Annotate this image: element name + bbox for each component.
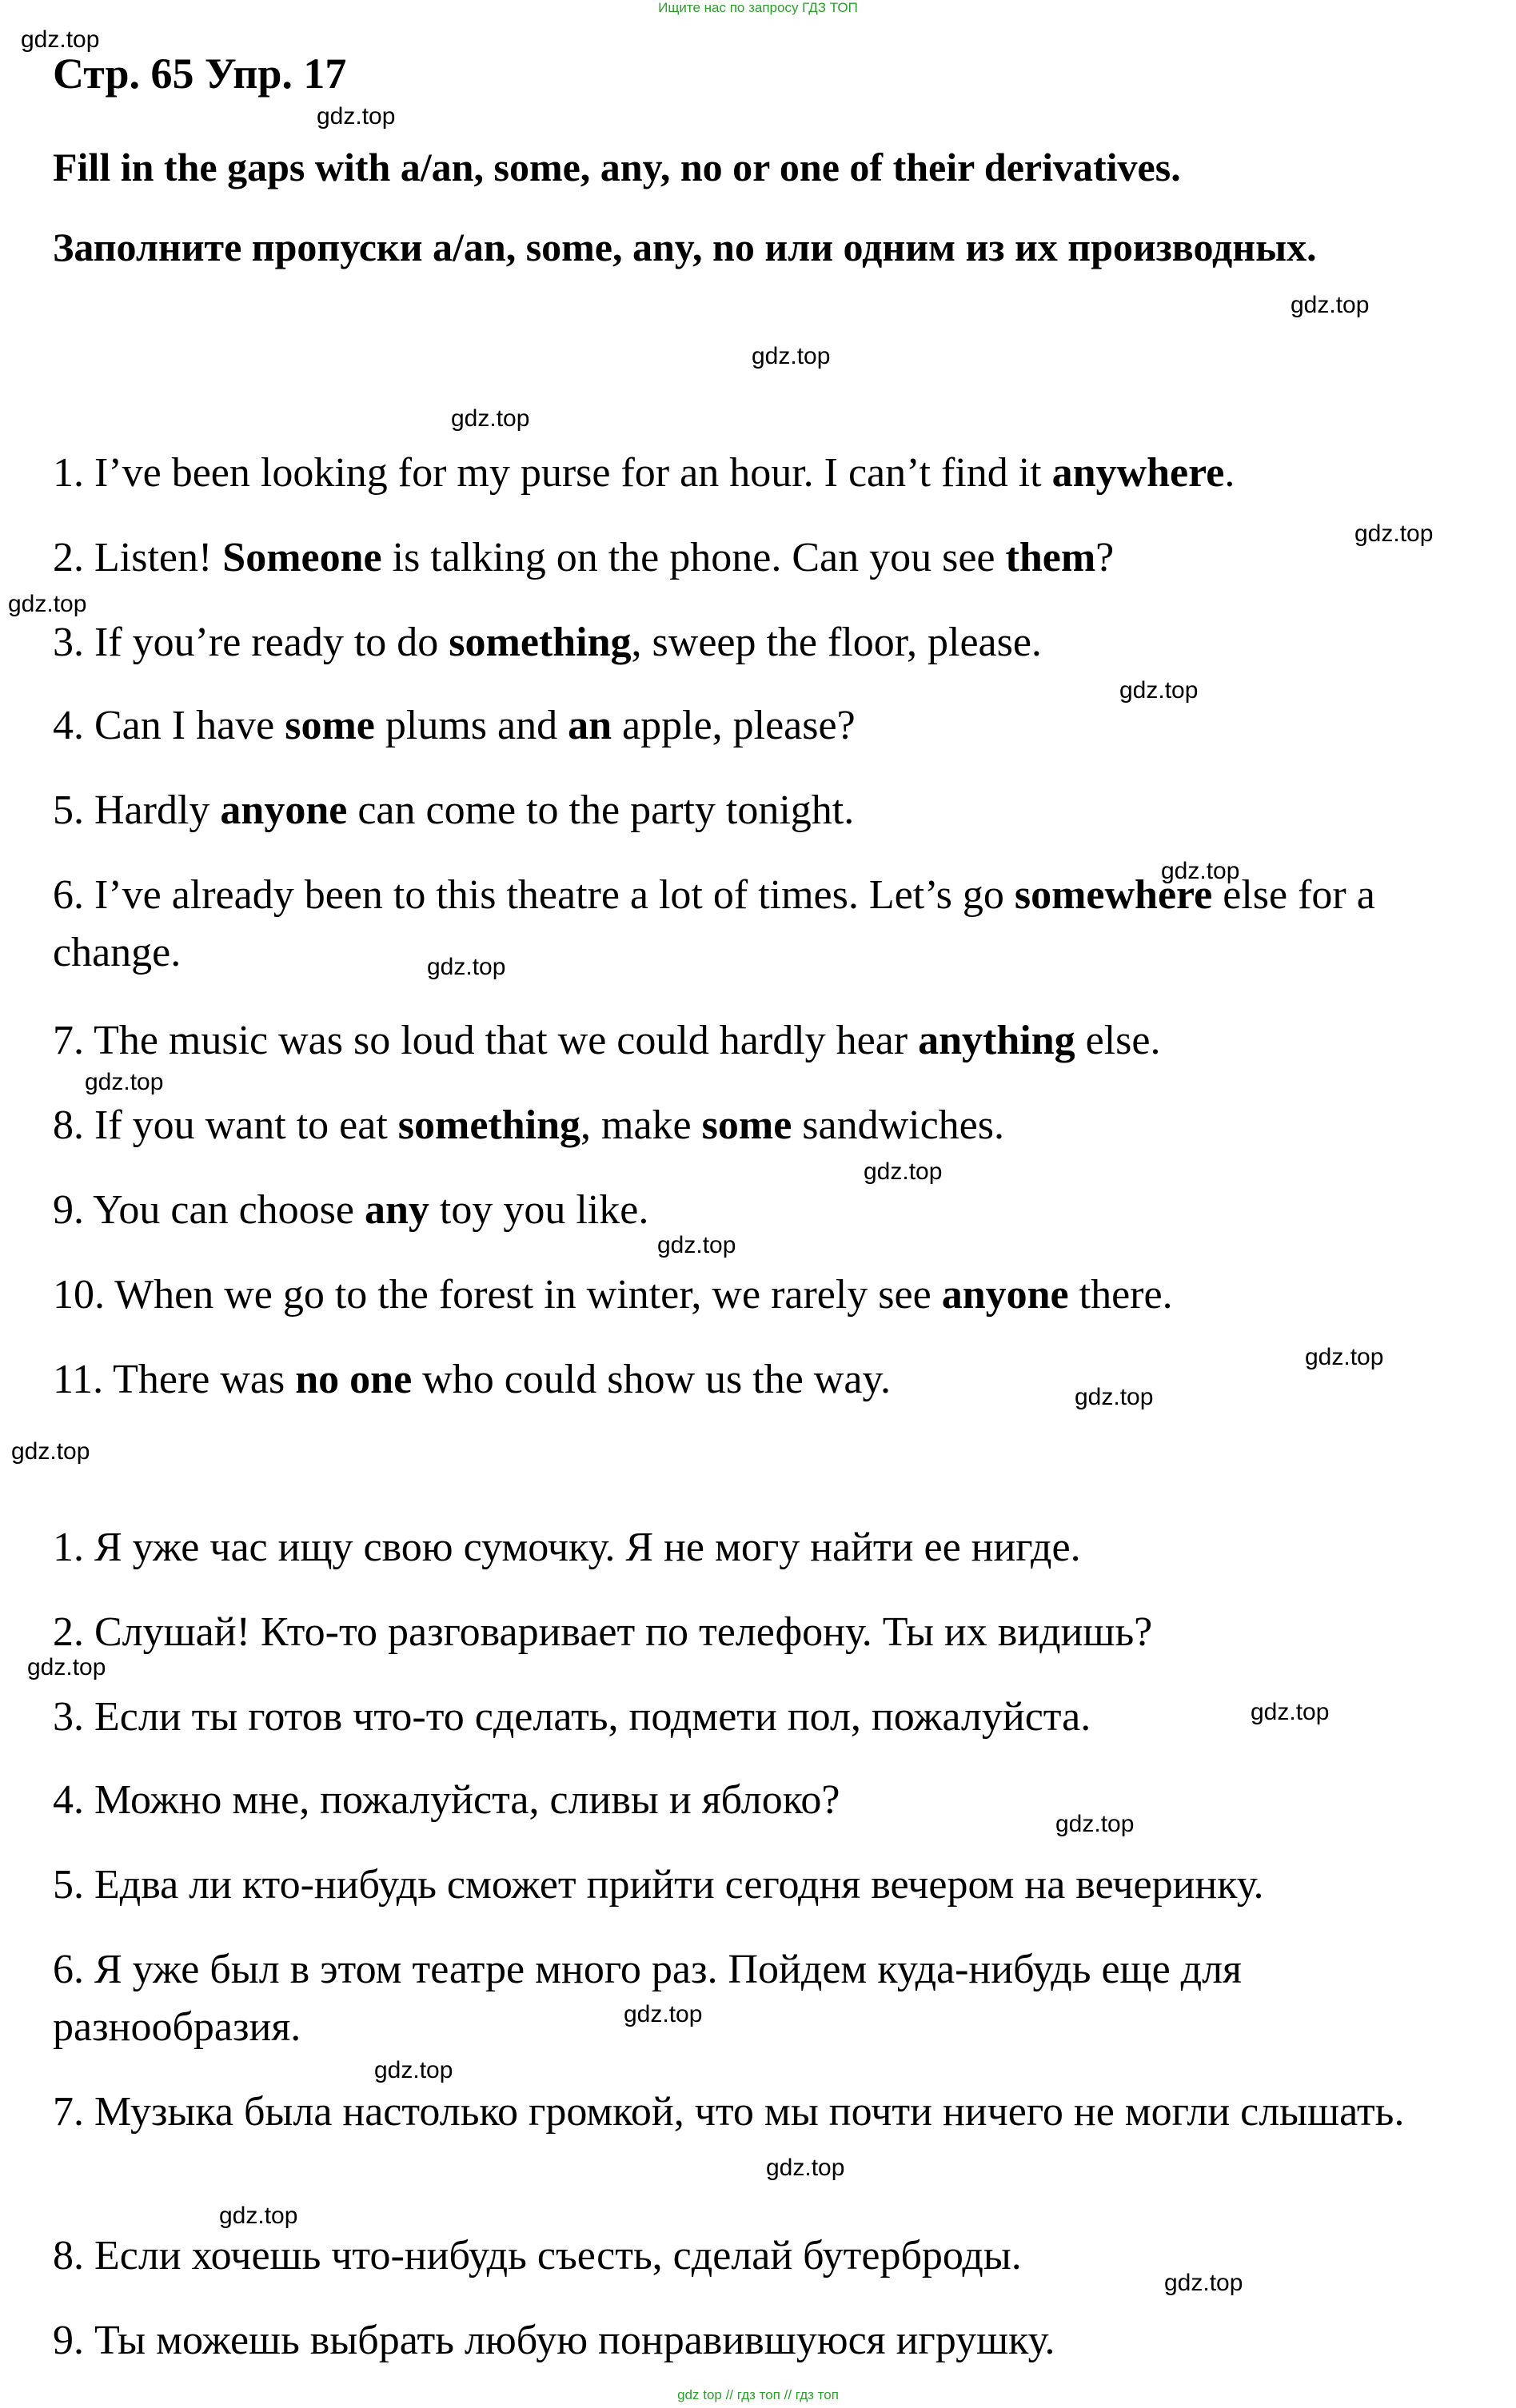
sentence-number: 1. bbox=[53, 450, 94, 496]
page-title: Стр. 65 Упр. 17 bbox=[53, 50, 347, 98]
watermark: gdz.top bbox=[11, 1438, 90, 1465]
sentence-number: 9. bbox=[53, 1187, 94, 1233]
sentence-text: else for a change. bbox=[53, 872, 1375, 975]
sentence-text: plums and bbox=[374, 703, 568, 748]
answer-word: something bbox=[449, 620, 632, 665]
sentence-number: 6. bbox=[53, 872, 94, 918]
ru-sentence: 4. Можно мне, пожалуйста, сливы и яблоко? bbox=[53, 1777, 840, 1823]
en-sentence bbox=[53, 1182, 1476, 1239]
instruction-english: Fill in the gaps with a/an, some, any, no or one of their derivatives. bbox=[53, 145, 1181, 189]
sentence-number: 8. bbox=[53, 1102, 94, 1148]
watermark: gdz.top bbox=[1291, 292, 1370, 318]
en-sentence bbox=[53, 445, 1476, 502]
watermark: gdz.top bbox=[427, 954, 506, 980]
watermark: gdz.top bbox=[1119, 677, 1199, 704]
sentence-text: is talking on the phone. Can you see bbox=[381, 535, 1006, 580]
instruction-russian: Заполните пропуски a/an, some, any, no или одним из их производных. bbox=[53, 225, 1317, 269]
ru-sentence: 1. Я уже час ищу свою сумочку. Я не могу найти ее нигде. bbox=[53, 1525, 1081, 1570]
answer-word: something bbox=[397, 1102, 581, 1148]
en-sentence bbox=[53, 782, 1476, 839]
en-sentence bbox=[53, 867, 1476, 982]
sentence-text: toy you like. bbox=[429, 1187, 649, 1233]
watermark: gdz.top bbox=[766, 2155, 845, 2181]
sentence-text: I’ve already been to this theatre a lot of times. Let’s go bbox=[94, 872, 1015, 918]
answer-word: some bbox=[285, 703, 375, 748]
sentence-text: You can choose bbox=[93, 1187, 365, 1233]
watermark: gdz.top bbox=[1251, 1699, 1330, 1725]
top-banner[interactable]: Ищите нас по запросу ГДЗ ТОП bbox=[658, 0, 858, 15]
en-sentence bbox=[53, 1266, 1476, 1324]
watermark: gdz.top bbox=[624, 2001, 703, 2027]
answer-word: anyone bbox=[220, 787, 348, 833]
sentence-text: . bbox=[1224, 450, 1235, 496]
sentence-text: , sweep the floor, please. bbox=[631, 620, 1042, 665]
answer-word: no one bbox=[295, 1357, 413, 1402]
sentence-text: sandwiches. bbox=[792, 1102, 1004, 1148]
sentence-text: there. bbox=[1068, 1272, 1173, 1318]
en-sentence bbox=[53, 614, 1476, 672]
watermark: gdz.top bbox=[864, 1158, 943, 1185]
watermark: gdz.top bbox=[27, 1654, 106, 1680]
watermark: gdz.top bbox=[85, 1069, 164, 1095]
sentence-text: apple, please? bbox=[612, 703, 856, 748]
answer-word: anywhere bbox=[1051, 450, 1225, 496]
sentence-text: If you want to eat bbox=[94, 1102, 398, 1148]
sentence-text: can come to the party tonight. bbox=[347, 787, 855, 833]
sentence-text: Hardly bbox=[94, 787, 221, 833]
bottom-banner: gdz top // гдз топ // гдз топ bbox=[677, 2387, 839, 2402]
answer-word: anything bbox=[918, 1018, 1075, 1063]
sentence-number: 2. bbox=[53, 535, 94, 580]
sentence-text: Listen! bbox=[94, 535, 223, 580]
sentence-text: ? bbox=[1095, 535, 1115, 580]
sentence-text: , make bbox=[580, 1102, 702, 1148]
sentence-number: 3. bbox=[53, 620, 94, 665]
watermark: gdz.top bbox=[1164, 2270, 1243, 2296]
en-sentence bbox=[53, 1351, 1476, 1409]
sentence-number: 11. bbox=[53, 1357, 114, 1402]
sentence-text: If you’re ready to do bbox=[94, 620, 449, 665]
watermark: gdz.top bbox=[1354, 520, 1434, 547]
en-sentence bbox=[53, 529, 1476, 587]
ru-sentence: 2. Слушай! Кто-то разговаривает по телефону. Ты их видишь? bbox=[53, 1609, 1153, 1655]
watermark: gdz.top bbox=[1075, 1384, 1154, 1410]
sentence-text: I’ve been looking for my purse for an hour. I can’t find it bbox=[94, 450, 1052, 496]
watermark: gdz.top bbox=[752, 343, 831, 369]
ru-sentence: 9. Ты можешь выбрать любую понравившуюся игрушку. bbox=[53, 2318, 1055, 2363]
en-sentence bbox=[53, 1097, 1476, 1154]
ru-sentence: 3. Если ты готов что-то сделать, подмети пол, пожалуйста. bbox=[53, 1694, 1091, 1740]
watermark: gdz.top bbox=[1055, 1811, 1135, 1837]
watermark: gdz.top bbox=[219, 2203, 298, 2229]
en-sentence bbox=[53, 1012, 1476, 1070]
watermark: gdz.top bbox=[374, 2057, 453, 2083]
watermark: gdz.top bbox=[21, 26, 100, 53]
ru-sentence: 6. Я уже был в этом театре много раз. Пойдем куда-нибудь еще для разнообразия. bbox=[53, 1947, 1242, 2050]
watermark: gdz.top bbox=[1161, 858, 1240, 884]
sentence-text: There was bbox=[113, 1357, 296, 1402]
answer-word: anyone bbox=[941, 1272, 1069, 1318]
sentence-text: who could show us the way. bbox=[412, 1357, 892, 1402]
ru-sentence: 5. Едва ли кто-нибудь сможет прийти сегодня вечером на вечеринку. bbox=[53, 1862, 1264, 1908]
answer-word: them bbox=[1005, 535, 1096, 580]
watermark: gdz.top bbox=[8, 591, 87, 617]
ru-sentence: 8. Если хочешь что-нибудь съесть, сделай бутерброды. bbox=[53, 2233, 1022, 2278]
watermark: gdz.top bbox=[1305, 1344, 1384, 1370]
watermark: gdz.top bbox=[451, 405, 530, 432]
sentence-text: When we go to the forest in winter, we rarely see bbox=[114, 1272, 942, 1318]
answer-word: somewhere bbox=[1014, 872, 1213, 918]
sentence-number: 7. bbox=[53, 1018, 94, 1063]
sentence-number: 5. bbox=[53, 787, 94, 833]
sentence-number: 4. bbox=[53, 703, 94, 748]
sentence-number: 10. bbox=[53, 1272, 115, 1318]
sentence-text: else. bbox=[1075, 1018, 1161, 1063]
watermark: gdz.top bbox=[657, 1232, 736, 1258]
ru-sentence: 7. Музыка была настолько громкой, что мы почти ничего не могли слышать. bbox=[53, 2089, 1405, 2135]
sentence-text: Can I have bbox=[94, 703, 285, 748]
answer-word: an bbox=[568, 703, 612, 748]
answer-word: any bbox=[364, 1187, 429, 1233]
en-sentence bbox=[53, 697, 1476, 755]
watermark: gdz.top bbox=[317, 103, 396, 130]
answer-word: Someone bbox=[222, 535, 382, 580]
answer-word: some bbox=[701, 1102, 792, 1148]
sentence-text: The music was so loud that we could hardly hear bbox=[94, 1018, 919, 1063]
